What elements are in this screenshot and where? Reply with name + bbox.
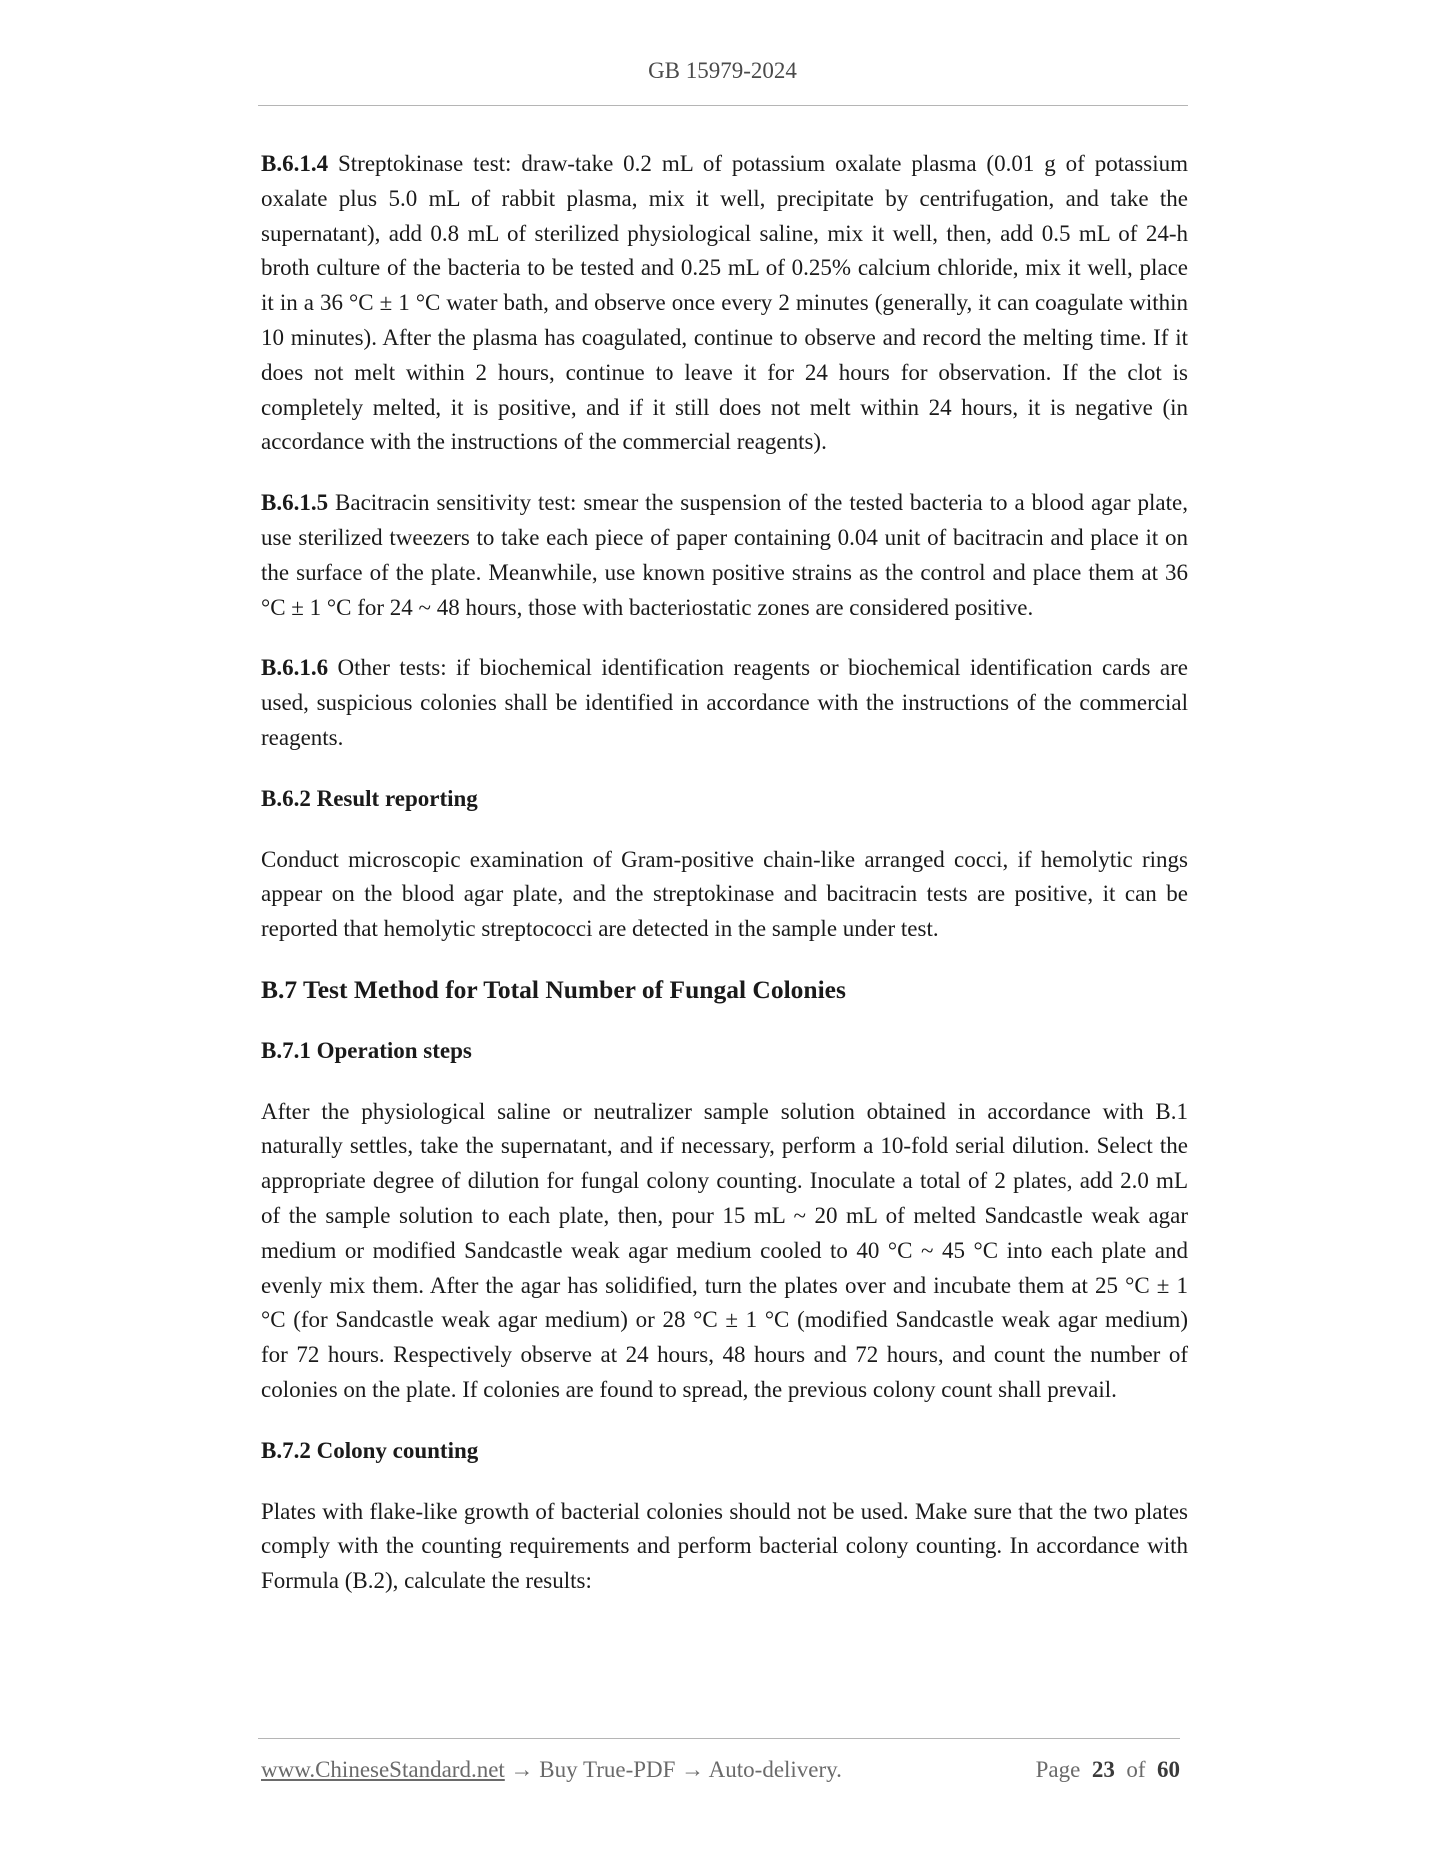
document-header: GB 15979-2024 (648, 58, 797, 83)
clause-b616 (261, 651, 1188, 755)
page-label: Page (1035, 1757, 1081, 1782)
page-number: 23 (1091, 1757, 1115, 1782)
clause-number: B.6.1.6 (261, 655, 329, 681)
page-body (261, 147, 1188, 1625)
heading-b72: B.7.2 Colony counting (261, 1437, 479, 1463)
heading-b7: B.7 Test Method for Total Number of Fungal Colonies (261, 974, 846, 1004)
paragraph-b62: Conduct microscopic examination of Gram-positive chain-like arranged cocci, if hemolytic rings appear on the blood agar plate, and the streptokinase and bacitracin tests are positive, it can be reported that hemolytic streptococci are detected in the sample under test. (261, 846, 1188, 942)
heading-b62: B.6.2 Result reporting (261, 785, 478, 811)
clause-text: Bacitracin sensitivity test: smear the suspension of the tested bacteria to a blood agar plate, use sterilized tweezers to take each piece of paper containing 0.04 unit of bacitracin and place it on the surface of the plate. Meanwhile, use known positive strains as the control and place them at 36 °C ± 1 °C for 24 ~ 48 hours, those with bacteriostatic zones are considered positive. (261, 490, 1188, 620)
clause-b615 (261, 486, 1188, 625)
header-divider (258, 105, 1188, 106)
clause-text: Other tests: if biochemical identification reagents or biochemical identification cards are used, suspicious colonies shall be identified in accordance with the instructions of the commercial reagents. (261, 655, 1188, 750)
of-label: of (1126, 1757, 1146, 1782)
clause-number: B.6.1.5 (261, 490, 329, 516)
footer-divider (258, 1738, 1180, 1739)
footer-tagline: → Buy True-PDF → Auto-delivery. (504, 1757, 842, 1782)
page-indicator (1036, 1757, 1180, 1783)
clause-b614 (261, 147, 1188, 460)
paragraph-b71: After the physiological saline or neutralizer sample solution obtained in accordance with B.1 naturally settles, take the supernatant, and if necessary, perform a 10-fold serial dilution. Select the appropriate degree of dilution for fungal colony counting. Inoculate a total of 2 plates, add 2.0 mL of the sample solution to each plate, then, pour 15 mL ~ 20 mL of melted Sandcastle weak agar medium or modified Sandcastle weak agar medium cooled to 40 °C ~ 45 °C into each plate and evenly mix them. After the agar has solidified, turn the plates over and incubate them at 25 °C ± 1 °C (for Sandcastle weak agar medium) or 28 °C ± 1 °C (modified Sandcastle weak agar medium) for 72 hours. Respectively observe at 24 hours, 48 hours and 72 hours, and count the number of colonies on the plate. If colonies are found to spread, the previous colony count shall prevail. (261, 1098, 1188, 1402)
page-footer (261, 1757, 1180, 1783)
clause-number: B.6.1.4 (261, 151, 329, 176)
page-total: 60 (1157, 1757, 1180, 1782)
heading-b71: B.7.1 Operation steps (261, 1037, 472, 1063)
paragraph-b72: Plates with flake-like growth of bacterial colonies should not be used. Make sure that the two plates comply with the counting requirements and perform bacterial colony counting. In accordance with Formula (B.2), calculate the results: (261, 1498, 1188, 1594)
clause-text: Streptokinase test: draw-take 0.2 mL of potassium oxalate plasma (0.01 g of potassium oxalate plus 5.0 mL of rabbit plasma, mix it well, precipitate by centrifugation, and take the supernatant), add 0.8 mL of sterilized physiological saline, mix it well, then, add 0.5 mL of 24-h broth culture of the bacteria to be tested and 0.25 mL of 0.25% calcium chloride, mix it well, place it in a 36 °C ± 1 °C water bath, and observe once every 2 minutes (generally, it can coagulate within 10 minutes). After the plasma has coagulated, continue to observe and record the melting time. If it does not melt within 2 hours, continue to leave it for 24 hours for observation. If the clot is completely melted, it is positive, and if it still does not melt within 24 hours, it is negative (in accordance with the instructions of the commercial reagents). (261, 151, 1188, 455)
footer-left (261, 1757, 842, 1783)
site-link[interactable]: www.ChineseStandard.net (261, 1757, 505, 1782)
